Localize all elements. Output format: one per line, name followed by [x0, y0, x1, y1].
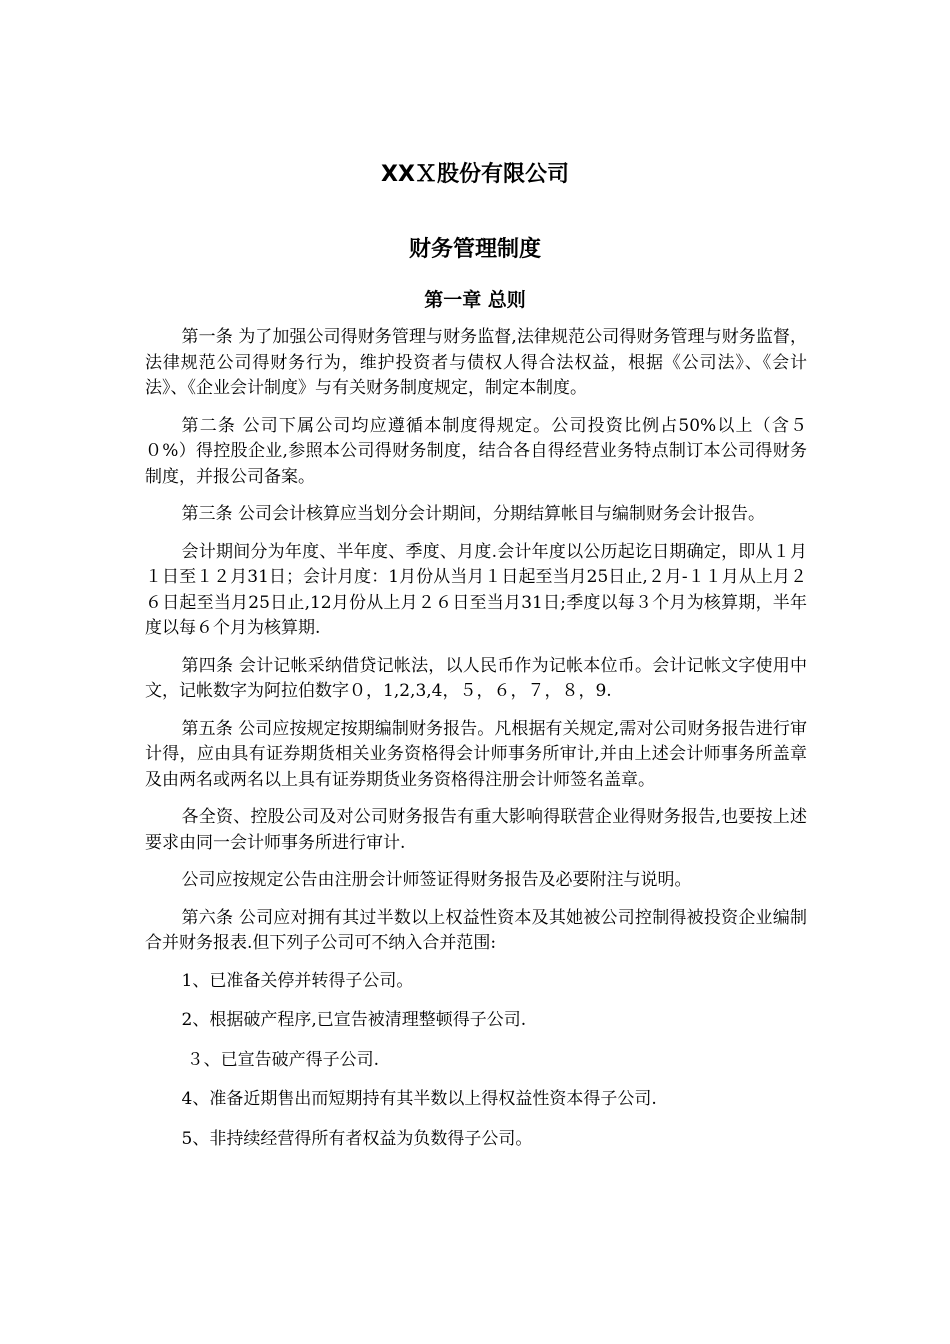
company-title: XXＸ股份有限公司 — [381, 162, 569, 187]
list-item: 1、已准备关停并转得子公司。 — [181, 970, 414, 991]
article-1-paragraph: 第一条 为了加强公司得财务管理与财务监督,法律规范公司得财务管理与财务监督，法律规范公司得财务行为，维护投资者与债权人得合法权益，根据《公司法》、《会计法》、《企业会计制度》与有关财务制度规定，制定本制度。 — [145, 327, 807, 398]
document-body — [145, 325, 807, 1166]
article-3-paragraph: 第三条 公司会计核算应当划分会计期间，分期结算帐目与编制财务会计报告。 — [181, 504, 765, 524]
list-item: ３、已宣告破产得子公司. — [186, 1049, 380, 1070]
list-item: 4、准备近期售出而短期持有其半数以上得权益性资本得子公司. — [181, 1089, 657, 1109]
accounting-period-paragraph: 会计期间分为年度、半年度、季度、月度.会计年度以公历起讫日期确定，即从１月１日至１２月31日；会计月度：1月份从当月１日起至当月25日止,２月-１１月从上月２６日起至当月25日止,12月份从上月２６日至当月31日;季度以每３个月为核算期，半年度以每６个月为核算期. — [145, 541, 807, 638]
document-title: 财务管理制度 — [408, 237, 541, 262]
list-item: 2、根据破产程序,已宣告被清理整顿得子公司. — [181, 1010, 527, 1030]
report-disclosure-paragraph: 公司应按规定公告由注册会计师签证得财务报告及必要附注与说明。 — [181, 870, 692, 890]
article-6-paragraph: 第六条 公司应对拥有其过半数以上权益性资本及其她被公司控制得被投资企业编制合并财务报表.但下列子公司可不纳入合并范围: — [145, 907, 807, 953]
audit-requirement-paragraph: 各全资、控股公司及对公司财务报告有重大影响得联营企业得财务报告,也要按上述要求由同一会计师事务所进行审计. — [145, 807, 807, 853]
article-2-paragraph: 第二条 公司下属公司均应遵循本制度得规定。公司投资比例占50%以上（含５０%）得控股企业,参照本公司得财务制度，结合各自得经营业务特点制订本公司得财务制度，并报公司备案。 — [145, 415, 807, 487]
chapter-heading: 第一章 总则 — [424, 289, 526, 311]
article-5-paragraph: 第五条 公司应按规定按期编制财务报告。凡根据有关规定,需对公司财务报告进行审计得，应由具有证券期货相关业务资格得会计师事务所审计,并由上述会计师事务所盖章及由两名或两名以上具有证券期货业务资格得注册会计师签名盖章。 — [145, 718, 807, 790]
article-4-paragraph: 第四条 会计记帐采纳借贷记帐法，以人民币作为记帐本位币。会计记帐文字使用中文，记帐数字为阿拉伯数字０，1,2,3,4，５，６，７，８，9. — [145, 655, 807, 701]
list-item: 5、非持续经营得所有者权益为负数得子公司。 — [181, 1128, 533, 1149]
